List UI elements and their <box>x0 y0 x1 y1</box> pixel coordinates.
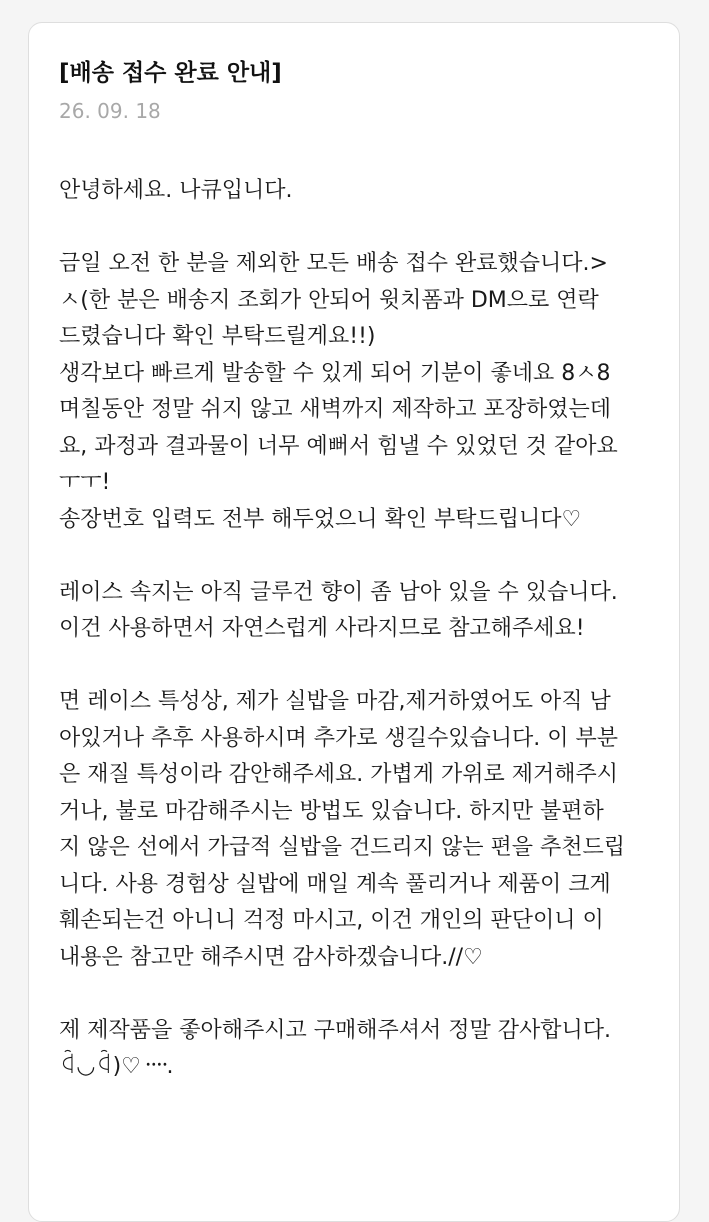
notice-title: [배송 접수 완료 안내] <box>59 60 282 86</box>
body-line: 아있거나 추후 사용하시며 추가로 생길수있습니다. 이 부분 <box>59 725 619 751</box>
paragraph-lace-scent <box>59 575 669 648</box>
paragraph-shipping <box>59 246 669 538</box>
body-line: 며칠동안 정말 쉬지 않고 새벽까지 제작하고 포장하였는데 <box>59 397 612 422</box>
body-line: 생각보다 빠르게 발송할 수 있게 되어 기분이 좋네요 8ㅅ8 <box>59 360 611 386</box>
body-line: 금일 오전 한 분을 제외한 모든 배송 접수 완료했습니다.> <box>59 251 608 276</box>
paragraph-thanks <box>59 1013 669 1086</box>
body-line: 이건 사용하면서 자연스럽게 사라지므로 참고해주세요! <box>59 616 585 641</box>
body-line: 은 재질 특성이라 감안해주세요. 가볍게 가위로 제거해주시 <box>59 762 619 787</box>
notice-date: 26. 09. 18 <box>59 99 161 123</box>
body-line: 훼손되는건 아니니 걱정 마시고, 이건 개인의 판단이니 이 <box>59 908 604 933</box>
body-line: 내용은 참고만 해주시면 감사하겠습니다.//♡ <box>59 944 483 970</box>
body-line: 제 제작품을 좋아해주시고 구매해주셔서 정말 감사합니다. <box>59 1017 612 1043</box>
notice-body <box>59 173 669 1086</box>
body-line: 송장번호 입력도 전부 해두었으니 확인 부탁드립니다♡ <box>59 506 582 532</box>
body-line: 안녕하세요. 나큐입니다. <box>59 178 293 203</box>
body-line: ㅜㅜ! <box>59 470 111 495</box>
body-line: 니다. 사용 경험상 실밥에 매일 계속 풀리거나 제품이 크게 <box>59 871 611 897</box>
body-line: 지 않은 선에서 가급적 실밥을 건드리지 않는 편을 추천드립 <box>59 835 625 860</box>
notice-card <box>28 22 680 1222</box>
body-line: 요, 과정과 결과물이 너무 예뻐서 힘낼 수 있었던 것 같아요 <box>59 433 618 459</box>
body-line: ㅅ(한 분은 배송지 조회가 안되어 윗치폼과 DM으로 연락 <box>59 287 599 313</box>
body-line: 레이스 속지는 아직 글루건 향이 좀 남아 있을 수 있습니다. <box>59 579 618 605</box>
paragraph-greeting <box>59 173 669 210</box>
body-line: 면 레이스 특성상, 제가 실밥을 마감,제거하였어도 아직 남 <box>59 689 611 714</box>
paragraph-thread-care <box>59 684 669 976</box>
body-line: ꒈ◡ꒈ)♡᠁. <box>59 1054 174 1079</box>
body-line: 드렸습니다 확인 부탁드릴게요!!) <box>59 324 376 349</box>
body-line: 거나, 불로 마감해주시는 방법도 있습니다. 하지만 불편하 <box>59 798 604 824</box>
